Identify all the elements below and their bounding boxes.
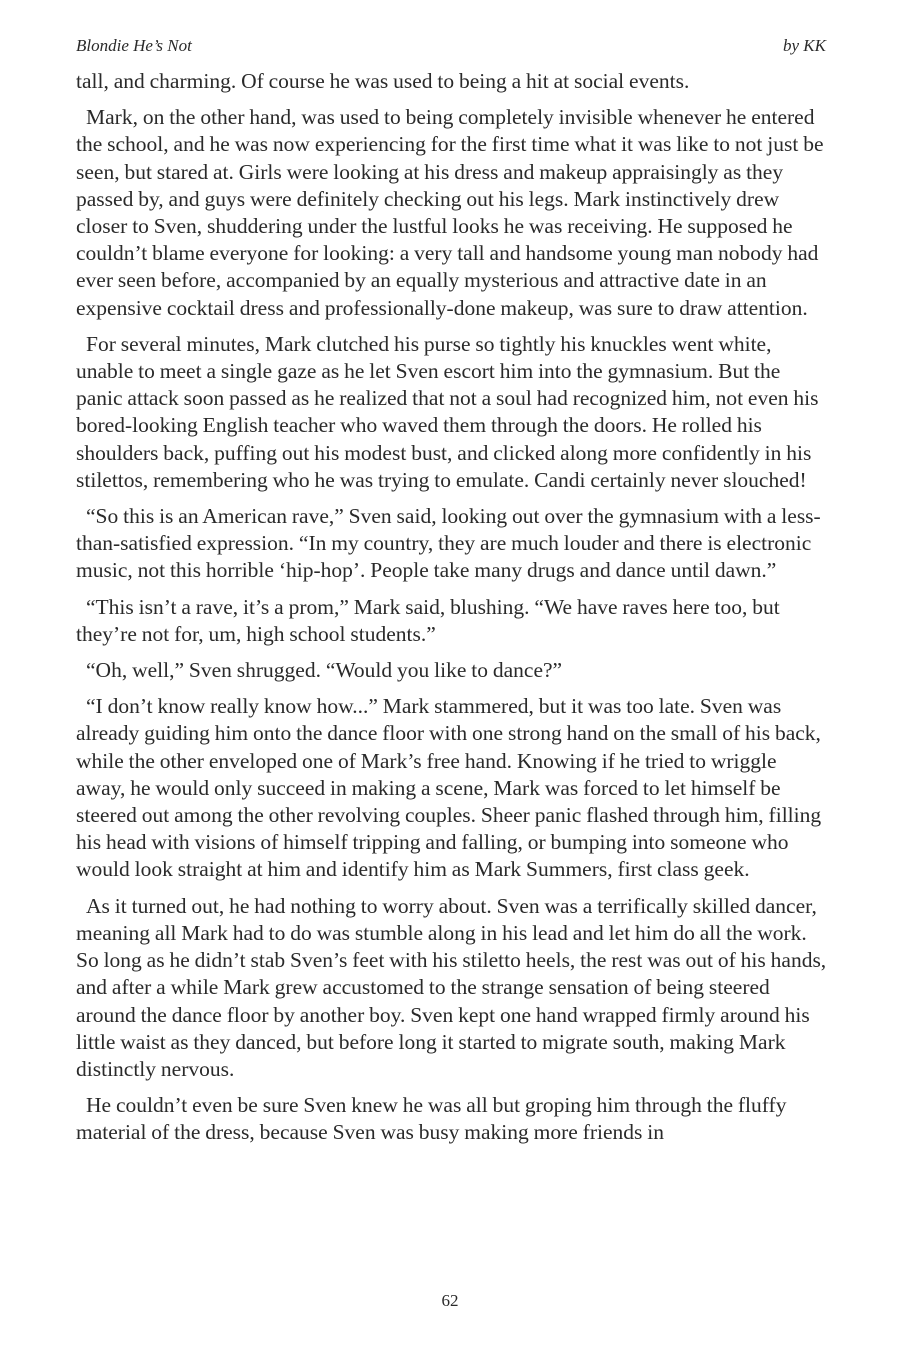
paragraph: For several minutes, Mark clutched his purse so tightly his knuckles went white, unable to meet a single gaze as he let Sven escort him into the gymnasium. But the panic attack soon passed as he realized that not a soul had recognized him, not even his bored-looking English teacher who waved them through the doors. He rolled his shoulders back, puffing out his modest bust, and clicked along more confidently in his stilettos, remembering who he was trying to emulate. Candi certainly never slouched! [76, 331, 819, 492]
paragraph: “This isn’t a rave, it’s a prom,” Mark said, blushing. “We have raves here too, but they’re not for, um, high school students.” [76, 594, 780, 646]
body-text [76, 68, 828, 1156]
paragraph: “Oh, well,” Sven shrugged. “Would you like to dance?” [86, 658, 563, 683]
page-number: 62 [441, 1291, 459, 1310]
paragraph: As it turned out, he had nothing to worry about. Sven was a terrifically skilled dancer, meaning all Mark had to do was stumble along in his lead and let him do all the work. So long as he didn’t stab Sven’s feet with his stiletto heels, the rest was out of his hands, and after a while Mark grew accustomed to the strange sensation of being steered around the dance floor by another boy. Sven kept one hand wrapped firmly around his little waist as they danced, but before long it started to migrate south, making Mark distinctly nervous. [76, 893, 827, 1081]
paragraph: tall, and charming. Of course he was used to being a hit at social events. [76, 69, 690, 93]
author-name: by KK [783, 36, 826, 55]
running-header [76, 36, 826, 58]
paragraph: Mark, on the other hand, was used to being completely invisible whenever he entered the school, and he was now experiencing for the first time what it was like to not just be seen, but stared at. Girls were looking at his dress and makeup appraisingly as they passed by, and guys were definitely checking out his legs. Mark instinctively drew closer to Sven, shuddering under the lustful looks he was receiving. He supposed he couldn’t blame everyone for looking: a very tall and handsome young man nobody had ever seen before, accompanied by an equally mysterious and attractive date in an expensive cocktail dress and professionally-done makeup, was sure to draw attention. [76, 105, 824, 320]
paragraph: “So this is an American rave,” Sven said, looking out over the gymnasium with a less-than-satisfied expression. “In my country, they are much louder and there is electronic music, not this horrible ‘hip-hop’. People take many drugs and dance until dawn.” [76, 504, 821, 583]
paragraph: “I don’t know really know how...” Mark stammered, but it was too late. Sven was already guiding him onto the dance floor with one strong hand on the small of his back, while the other enveloped one of Mark’s free hand. Knowing if he tried to wriggle away, he would only succeed in making a scene, Mark was forced to let himself be steered out among the other revolving couples. Sheer panic flashed through him, filling his head with visions of himself tripping and falling, or bumping into someone who would look straight at him and identify him as Mark Summers, first class geek. [76, 694, 822, 882]
book-title: Blondie He’s Not [76, 36, 192, 55]
paragraph: He couldn’t even be sure Sven knew he was all but groping him through the fluffy material of the dress, because Sven was busy making more friends in [76, 1093, 787, 1145]
